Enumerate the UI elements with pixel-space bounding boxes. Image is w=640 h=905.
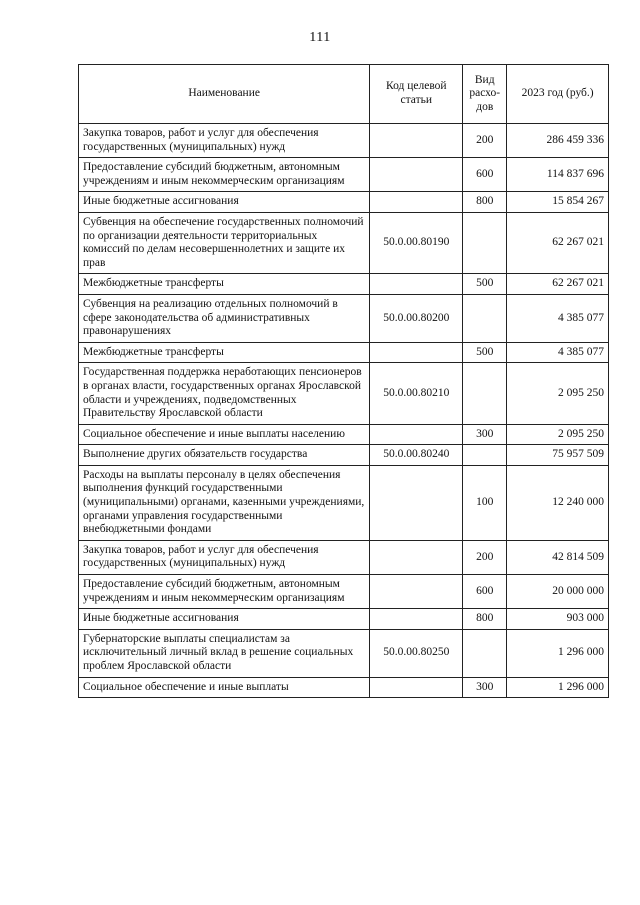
row-amount: 12 240 000 bbox=[507, 465, 609, 540]
row-name: Государственная поддержка неработающих пенсионеров в органах власти, государственных органах Ярославской области и учреждениях, подведомственных Правительству Ярославской области bbox=[79, 363, 370, 424]
row-code bbox=[370, 424, 463, 445]
row-name: Расходы на выплаты персоналу в целях обеспечения выполнения функций государственными (муниципальными) органами, казенными учреждениями, органами управления государственными внебюджетными фондами bbox=[79, 465, 370, 540]
row-name: Иные бюджетные ассигнования bbox=[79, 192, 370, 213]
row-code: 50.0.00.80200 bbox=[370, 294, 463, 342]
row-type: 200 bbox=[463, 124, 507, 158]
row-type: 500 bbox=[463, 274, 507, 295]
row-name: Закупка товаров, работ и услуг для обеспечения государственных (муниципальных) нужд bbox=[79, 124, 370, 158]
table-row bbox=[79, 575, 609, 609]
row-code: 50.0.00.80250 bbox=[370, 629, 463, 677]
table-row bbox=[79, 540, 609, 574]
table-row bbox=[79, 609, 609, 630]
row-amount: 1 296 000 bbox=[507, 629, 609, 677]
row-code bbox=[370, 540, 463, 574]
row-type: 600 bbox=[463, 158, 507, 192]
row-amount: 114 837 696 bbox=[507, 158, 609, 192]
row-amount: 4 385 077 bbox=[507, 342, 609, 363]
table-row bbox=[79, 445, 609, 466]
row-code bbox=[370, 274, 463, 295]
row-code: 50.0.00.80190 bbox=[370, 212, 463, 273]
row-name: Губернаторские выплаты специалистам за исключительный личный вклад в решение социальных проблем Ярославской области bbox=[79, 629, 370, 677]
table-row bbox=[79, 212, 609, 273]
row-name: Межбюджетные трансферты bbox=[79, 274, 370, 295]
table-row bbox=[79, 363, 609, 424]
row-type bbox=[463, 445, 507, 466]
row-name: Субвенция на реализацию отдельных полномочий в сфере законодательства об административных правонарушениях bbox=[79, 294, 370, 342]
budget-table bbox=[78, 64, 609, 698]
row-amount: 15 854 267 bbox=[507, 192, 609, 213]
header-type: Вид расхо-дов bbox=[463, 65, 507, 124]
row-code bbox=[370, 124, 463, 158]
row-name: Выполнение других обязательств государства bbox=[79, 445, 370, 466]
row-type: 300 bbox=[463, 424, 507, 445]
row-name: Межбюджетные трансферты bbox=[79, 342, 370, 363]
row-code bbox=[370, 158, 463, 192]
row-type bbox=[463, 212, 507, 273]
row-type: 600 bbox=[463, 575, 507, 609]
table-row bbox=[79, 192, 609, 213]
row-code bbox=[370, 575, 463, 609]
row-name: Социальное обеспечение и иные выплаты bbox=[79, 677, 370, 698]
row-code bbox=[370, 465, 463, 540]
table-row bbox=[79, 465, 609, 540]
row-name: Социальное обеспечение и иные выплаты населению bbox=[79, 424, 370, 445]
row-amount: 4 385 077 bbox=[507, 294, 609, 342]
row-name: Субвенция на обеспечение государственных полномочий по организации деятельности территориальных комиссий по делам несовершеннолетних и защите их прав bbox=[79, 212, 370, 273]
row-amount: 1 296 000 bbox=[507, 677, 609, 698]
row-code bbox=[370, 192, 463, 213]
row-amount: 62 267 021 bbox=[507, 212, 609, 273]
row-code bbox=[370, 609, 463, 630]
row-amount: 2 095 250 bbox=[507, 363, 609, 424]
row-amount: 42 814 509 bbox=[507, 540, 609, 574]
table-row bbox=[79, 274, 609, 295]
row-code bbox=[370, 677, 463, 698]
row-type: 300 bbox=[463, 677, 507, 698]
row-name: Предоставление субсидий бюджетным, автономным учреждениям и иным некоммерческим организациям bbox=[79, 575, 370, 609]
row-type bbox=[463, 363, 507, 424]
row-type: 200 bbox=[463, 540, 507, 574]
row-code: 50.0.00.80210 bbox=[370, 363, 463, 424]
row-type bbox=[463, 294, 507, 342]
row-type: 100 bbox=[463, 465, 507, 540]
row-amount: 903 000 bbox=[507, 609, 609, 630]
row-amount: 75 957 509 bbox=[507, 445, 609, 466]
page-number: 111 bbox=[309, 30, 331, 45]
header-name: Наименование bbox=[79, 65, 370, 124]
row-code: 50.0.00.80240 bbox=[370, 445, 463, 466]
row-amount: 286 459 336 bbox=[507, 124, 609, 158]
table-row bbox=[79, 677, 609, 698]
table-row bbox=[79, 629, 609, 677]
table-row bbox=[79, 342, 609, 363]
row-name: Предоставление субсидий бюджетным, автономным учреждениям и иным некоммерческим организациям bbox=[79, 158, 370, 192]
table-row bbox=[79, 294, 609, 342]
row-amount: 62 267 021 bbox=[507, 274, 609, 295]
row-amount: 2 095 250 bbox=[507, 424, 609, 445]
header-code: Код целевой статьи bbox=[370, 65, 463, 124]
table-row bbox=[79, 424, 609, 445]
row-code bbox=[370, 342, 463, 363]
table-header-row bbox=[79, 65, 609, 124]
table-row bbox=[79, 158, 609, 192]
table-row bbox=[79, 124, 609, 158]
row-name: Иные бюджетные ассигнования bbox=[79, 609, 370, 630]
row-type: 500 bbox=[463, 342, 507, 363]
row-type bbox=[463, 629, 507, 677]
row-amount: 20 000 000 bbox=[507, 575, 609, 609]
row-name: Закупка товаров, работ и услуг для обеспечения государственных (муниципальных) нужд bbox=[79, 540, 370, 574]
row-type: 800 bbox=[463, 192, 507, 213]
header-amount: 2023 год (руб.) bbox=[507, 65, 609, 124]
row-type: 800 bbox=[463, 609, 507, 630]
